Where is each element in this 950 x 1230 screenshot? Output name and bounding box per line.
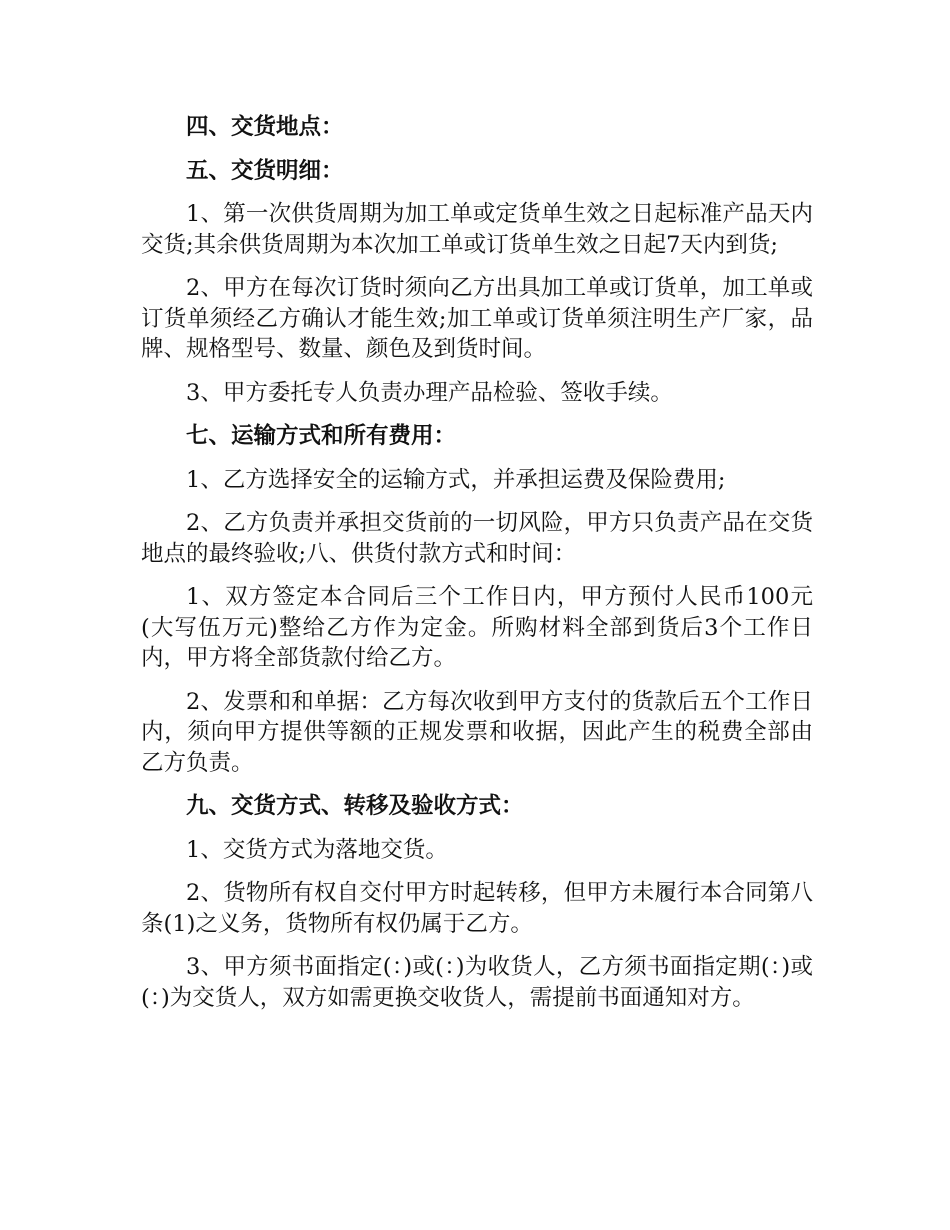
document-body	[141, 112, 813, 1026]
section-heading-transport: 七、运输方式和所有费用：	[186, 423, 457, 449]
clause-paragraph: 2、甲方在每次订货时须向乙方出具加工单或订货单，加工单或订货单须经乙方确认才能生效;加工单或订货单须注明生产厂家，品牌、规格型号、数量、颜色及到货时间。	[141, 275, 813, 362]
section-heading-delivery-location: 四、交货地点：	[186, 114, 344, 140]
section-heading-delivery-method: 九、交货方式、转移及验收方式：	[186, 793, 524, 819]
clause-paragraph: 1、第一次供货周期为加工单或定货单生效之日起标准产品天内交货;其余供货周期为本次加工单或订货单生效之日起7天内到货;	[141, 201, 813, 258]
clause-paragraph: 2、货物所有权自交付甲方时起转移，但甲方未履行本合同第八条(1)之义务，货物所有权仍属于乙方。	[141, 880, 813, 937]
clause-paragraph: 3、甲方须书面指定(：)或(：)为收货人，乙方须书面指定期(：)或(：)为交货人，双方如需更换交收货人，需提前书面通知对方。	[141, 954, 813, 1011]
clause-paragraph: 2、乙方负责并承担交货前的一切风险，甲方只负责产品在交货地点的最终验收;八、供货付款方式和时间：	[141, 510, 813, 567]
clause-paragraph: 1、双方签定本合同后三个工作日内，甲方预付人民币100元(大写伍万元)整给乙方作为定金。所购材料全部到货后3个工作日内，甲方将全部货款付给乙方。	[141, 584, 813, 671]
section-heading-delivery-details: 五、交货明细：	[186, 157, 344, 184]
clause-paragraph: 3、甲方委托专人负责办理产品检验、签收手续。	[186, 379, 673, 406]
clause-paragraph: 2、发票和和单据：乙方每次收到甲方支付的货款后五个工作日内，须向甲方提供等额的正规发票和收据，因此产生的税费全部由乙方负责。	[141, 688, 813, 776]
clause-paragraph: 1、交货方式为落地交货。	[186, 836, 448, 863]
clause-paragraph: 1、乙方选择安全的运输方式，并承担运费及保险费用;	[186, 466, 726, 493]
